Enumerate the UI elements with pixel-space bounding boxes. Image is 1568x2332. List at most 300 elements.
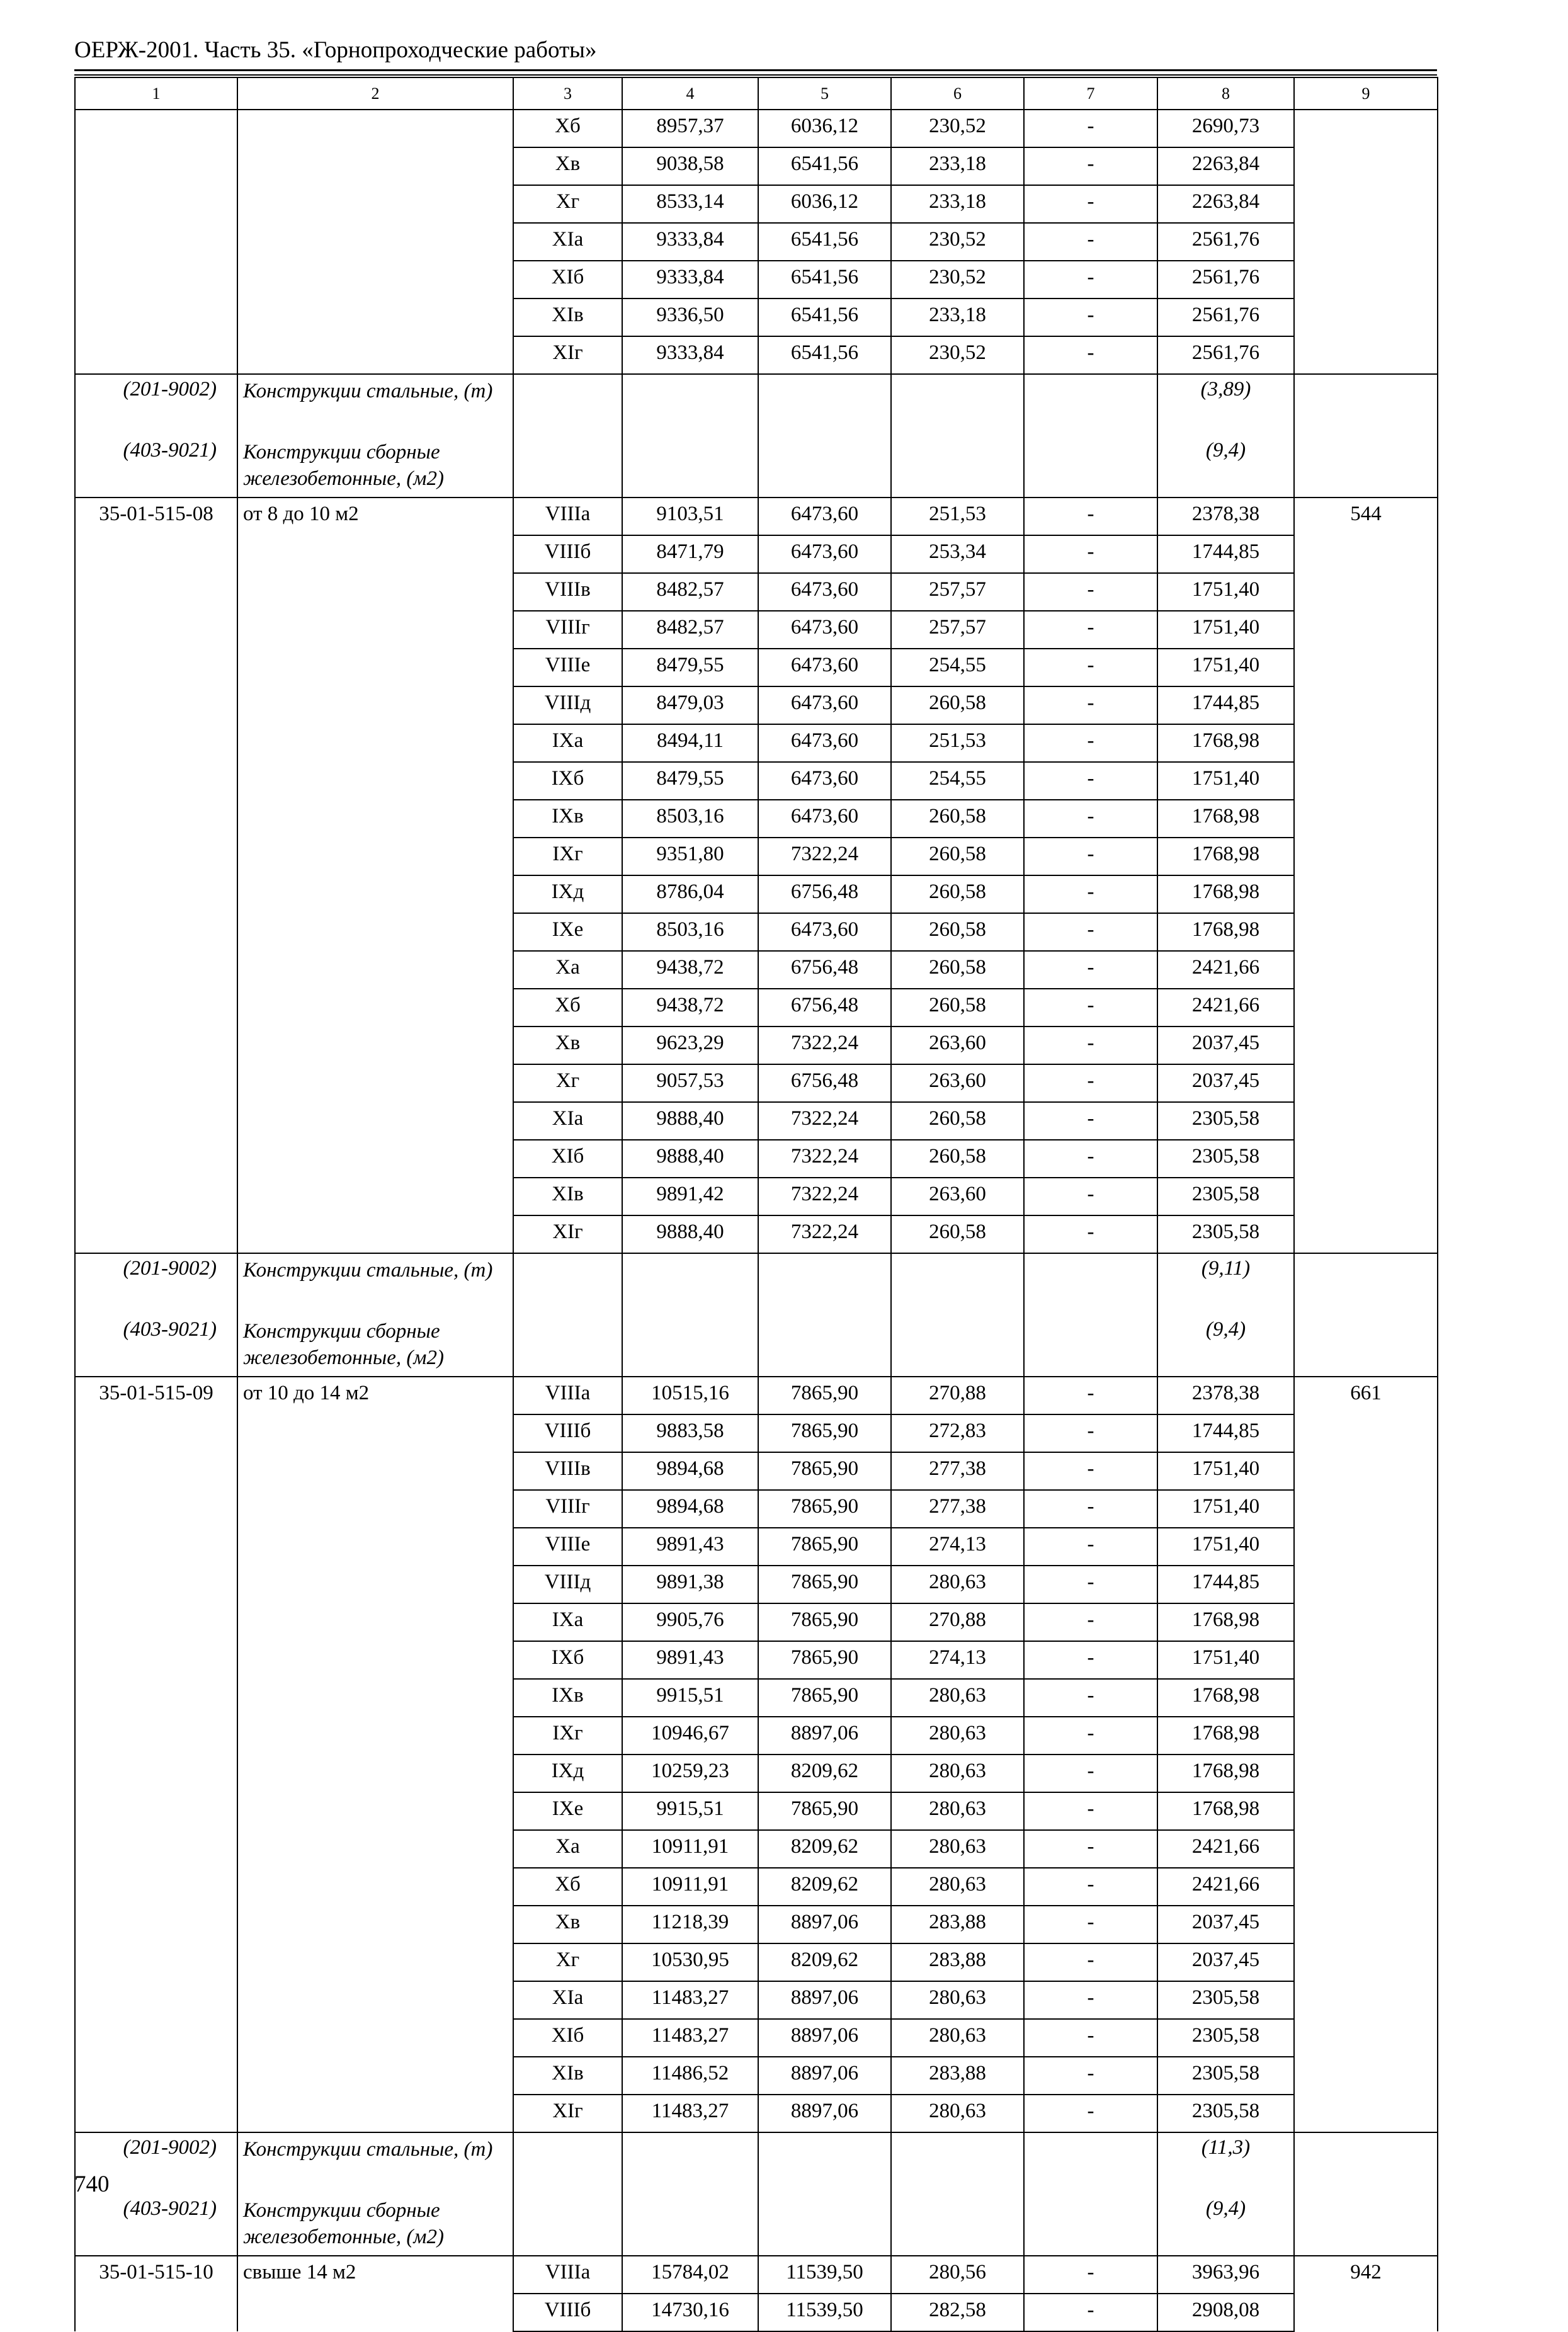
value-cell-col4: 8482,57 xyxy=(622,573,758,611)
value-cell-col7: - xyxy=(1024,336,1157,374)
table-row xyxy=(75,1566,1438,1603)
resource-code-cell: (201-9002) xyxy=(75,2132,237,2194)
description-cell xyxy=(237,611,513,649)
description-cell xyxy=(237,185,513,223)
value-cell-col6: 272,83 xyxy=(891,1414,1024,1452)
resource-name-cell: Конструкции сборные железобетонные, (м2) xyxy=(237,436,513,498)
value-cell-col3: XIб xyxy=(513,261,622,299)
column-number-cell: 7 xyxy=(1024,77,1157,110)
value-cell-col4: 10515,16 xyxy=(622,1377,758,1414)
col9-cell xyxy=(1294,1603,1438,1641)
value-cell-col8: 3963,96 xyxy=(1157,2256,1294,2294)
description-cell xyxy=(237,1868,513,1906)
value-cell-col5: 7865,90 xyxy=(758,1679,891,1717)
value-cell-col5: 7865,90 xyxy=(758,1566,891,1603)
value-cell-col7: - xyxy=(1024,951,1157,989)
value-cell-col8: 1768,98 xyxy=(1157,724,1294,762)
value-cell-col7: - xyxy=(1024,838,1157,875)
empty-cell xyxy=(891,1253,1024,1315)
value-cell-col3: Xг xyxy=(513,1064,622,1102)
value-cell-col4: 9894,68 xyxy=(622,1490,758,1528)
value-cell-col4: 8533,14 xyxy=(622,185,758,223)
resource-name-cell: Конструкции стальные, (т) xyxy=(237,374,513,436)
value-cell-col5: 6473,60 xyxy=(758,611,891,649)
value-cell-col7: - xyxy=(1024,2057,1157,2095)
col9-cell xyxy=(1294,1906,1438,1943)
col9-cell xyxy=(1294,1102,1438,1140)
description-cell xyxy=(237,299,513,336)
table-row xyxy=(75,611,1438,649)
value-cell-col5: 6756,48 xyxy=(758,951,891,989)
col9-cell xyxy=(1294,649,1438,686)
value-cell-col6: 254,55 xyxy=(891,762,1024,800)
description-cell xyxy=(237,1027,513,1064)
value-cell-col5: 6756,48 xyxy=(758,1064,891,1102)
value-cell-col6: 253,34 xyxy=(891,535,1024,573)
value-cell-col6: 251,53 xyxy=(891,498,1024,535)
value-cell-col5: 6473,60 xyxy=(758,800,891,838)
value-cell-col5: 8209,62 xyxy=(758,1755,891,1792)
table-row xyxy=(75,1140,1438,1178)
code-cell xyxy=(75,299,237,336)
table-row xyxy=(75,1215,1438,1253)
col9-cell xyxy=(1294,1452,1438,1490)
column-number-cell: 3 xyxy=(513,77,622,110)
value-cell-col5: 6036,12 xyxy=(758,185,891,223)
code-cell: 35-01-515-08 xyxy=(75,498,237,535)
description-cell: от 8 до 10 м2 xyxy=(237,498,513,535)
value-cell-col5: 7865,90 xyxy=(758,1452,891,1490)
value-cell-col5: 7865,90 xyxy=(758,1377,891,1414)
value-cell-col4: 9891,43 xyxy=(622,1641,758,1679)
value-cell-col7: - xyxy=(1024,1452,1157,1490)
table-row xyxy=(75,1490,1438,1528)
col9-cell xyxy=(1294,951,1438,989)
empty-cell xyxy=(622,2132,758,2194)
code-cell xyxy=(75,1490,237,1528)
value-cell-col7: - xyxy=(1024,2256,1157,2294)
description-cell xyxy=(237,838,513,875)
description-cell xyxy=(237,261,513,299)
col9-cell xyxy=(1294,838,1438,875)
value-cell-col6: 283,88 xyxy=(891,1943,1024,1981)
col9-cell xyxy=(1294,147,1438,185)
value-cell-col3: Xв xyxy=(513,147,622,185)
table-row xyxy=(75,261,1438,299)
value-cell-col7: - xyxy=(1024,800,1157,838)
description-cell xyxy=(237,800,513,838)
description-cell xyxy=(237,2019,513,2057)
value-cell-col8: 1751,40 xyxy=(1157,1490,1294,1528)
value-cell-col3: IXa xyxy=(513,724,622,762)
empty-cell xyxy=(891,1315,1024,1377)
empty-cell xyxy=(513,1253,622,1315)
value-cell-col3: IXe xyxy=(513,1792,622,1830)
code-cell xyxy=(75,1981,237,2019)
value-cell-col7: - xyxy=(1024,649,1157,686)
table-row xyxy=(75,2256,1438,2294)
value-cell-col5: 8209,62 xyxy=(758,1868,891,1906)
table-row xyxy=(75,299,1438,336)
value-cell-col8: 2690,73 xyxy=(1157,110,1294,147)
value-cell-col3: VIIIe xyxy=(513,1528,622,1566)
resource-name-cell: Конструкции стальные, (т) xyxy=(237,2132,513,2194)
column-number-cell: 8 xyxy=(1157,77,1294,110)
code-cell xyxy=(75,261,237,299)
resource-value-cell: (9,4) xyxy=(1157,436,1294,498)
value-cell-col8: 1768,98 xyxy=(1157,1603,1294,1641)
code-cell xyxy=(75,611,237,649)
value-cell-col8: 2421,66 xyxy=(1157,1868,1294,1906)
value-cell-col4: 11483,27 xyxy=(622,2095,758,2132)
value-cell-col7: - xyxy=(1024,223,1157,261)
value-cell-col7: - xyxy=(1024,1566,1157,1603)
resource-row xyxy=(75,1253,1438,1315)
table-row xyxy=(75,223,1438,261)
description-cell xyxy=(237,1603,513,1641)
table-row xyxy=(75,1641,1438,1679)
value-cell-col3: XIг xyxy=(513,336,622,374)
resource-code-cell: (201-9002) xyxy=(75,374,237,436)
value-cell-col4: 8957,37 xyxy=(622,110,758,147)
col9-cell xyxy=(1294,535,1438,573)
code-cell xyxy=(75,1414,237,1452)
value-cell-col4: 9103,51 xyxy=(622,498,758,535)
empty-cell xyxy=(1294,436,1438,498)
table-row xyxy=(75,724,1438,762)
page-number: 740 xyxy=(74,2171,110,2197)
column-number-cell: 9 xyxy=(1294,77,1438,110)
value-cell-col8: 2305,58 xyxy=(1157,1981,1294,2019)
value-cell-col6: 280,63 xyxy=(891,1566,1024,1603)
value-cell-col8: 1768,98 xyxy=(1157,1755,1294,1792)
value-cell-col7: - xyxy=(1024,1528,1157,1566)
value-cell-col6: 263,60 xyxy=(891,1178,1024,1215)
table-row xyxy=(75,1868,1438,1906)
value-cell-col7: - xyxy=(1024,2294,1157,2331)
value-cell-col5: 6473,60 xyxy=(758,498,891,535)
code-cell xyxy=(75,838,237,875)
table-row xyxy=(75,1027,1438,1064)
value-cell-col5: 6541,56 xyxy=(758,261,891,299)
col9-cell: 942 xyxy=(1294,2256,1438,2294)
value-cell-col8: 1751,40 xyxy=(1157,1528,1294,1566)
table-row xyxy=(75,2095,1438,2132)
col9-cell xyxy=(1294,1679,1438,1717)
table-row xyxy=(75,1943,1438,1981)
empty-cell xyxy=(1024,436,1157,498)
value-cell-col8: 2037,45 xyxy=(1157,1027,1294,1064)
value-cell-col6: 283,88 xyxy=(891,2057,1024,2095)
empty-cell xyxy=(513,2132,622,2194)
value-cell-col7: - xyxy=(1024,611,1157,649)
value-cell-col4: 8479,55 xyxy=(622,762,758,800)
value-cell-col4: 9883,58 xyxy=(622,1414,758,1452)
table-row xyxy=(75,1679,1438,1717)
table-row xyxy=(75,1755,1438,1792)
value-cell-col3: XIa xyxy=(513,1102,622,1140)
value-cell-col8: 2421,66 xyxy=(1157,989,1294,1027)
value-cell-col8: 1751,40 xyxy=(1157,649,1294,686)
value-cell-col4: 9336,50 xyxy=(622,299,758,336)
resource-row xyxy=(75,436,1438,498)
value-cell-col4: 9438,72 xyxy=(622,989,758,1027)
value-cell-col5: 6541,56 xyxy=(758,147,891,185)
table-row xyxy=(75,1792,1438,1830)
value-cell-col4: 11218,39 xyxy=(622,1906,758,1943)
value-cell-col3: Xб xyxy=(513,1868,622,1906)
value-cell-col7: - xyxy=(1024,686,1157,724)
value-cell-col6: 260,58 xyxy=(891,913,1024,951)
value-cell-col3: IXб xyxy=(513,1641,622,1679)
value-cell-col3: IXд xyxy=(513,1755,622,1792)
value-cell-col8: 1744,85 xyxy=(1157,1566,1294,1603)
code-cell xyxy=(75,951,237,989)
description-cell: от 10 до 14 м2 xyxy=(237,1377,513,1414)
value-cell-col8: 2037,45 xyxy=(1157,1906,1294,1943)
value-cell-col5: 11539,50 xyxy=(758,2294,891,2331)
table-row xyxy=(75,1452,1438,1490)
table-row xyxy=(75,1830,1438,1868)
value-cell-col6: 282,58 xyxy=(891,2294,1024,2331)
value-cell-col4: 9891,43 xyxy=(622,1528,758,1566)
code-cell xyxy=(75,1064,237,1102)
value-cell-col3: XIa xyxy=(513,1981,622,2019)
code-cell xyxy=(75,1102,237,1140)
value-cell-col4: 9333,84 xyxy=(622,336,758,374)
value-cell-col7: - xyxy=(1024,2019,1157,2057)
resource-row xyxy=(75,374,1438,436)
value-cell-col4: 9888,40 xyxy=(622,1102,758,1140)
col9-cell xyxy=(1294,1755,1438,1792)
value-cell-col5: 8897,06 xyxy=(758,2057,891,2095)
value-cell-col8: 1751,40 xyxy=(1157,573,1294,611)
description-cell xyxy=(237,1792,513,1830)
value-cell-col3: XIг xyxy=(513,1215,622,1253)
value-cell-col3: VIIIд xyxy=(513,1566,622,1603)
value-cell-col3: VIIIe xyxy=(513,649,622,686)
code-cell xyxy=(75,147,237,185)
value-cell-col6: 280,63 xyxy=(891,1981,1024,2019)
header-rule xyxy=(74,69,1437,71)
col9-cell xyxy=(1294,1641,1438,1679)
empty-cell xyxy=(513,374,622,436)
column-number-cell: 2 xyxy=(237,77,513,110)
value-cell-col5: 6541,56 xyxy=(758,336,891,374)
value-cell-col7: - xyxy=(1024,1102,1157,1140)
value-cell-col7: - xyxy=(1024,762,1157,800)
value-cell-col7: - xyxy=(1024,724,1157,762)
value-cell-col5: 7322,24 xyxy=(758,1178,891,1215)
value-cell-col8: 1744,85 xyxy=(1157,1414,1294,1452)
code-cell xyxy=(75,336,237,374)
value-cell-col8: 2263,84 xyxy=(1157,185,1294,223)
empty-cell xyxy=(758,1253,891,1315)
value-cell-col5: 6473,60 xyxy=(758,762,891,800)
col9-cell xyxy=(1294,1528,1438,1566)
value-cell-col4: 11483,27 xyxy=(622,2019,758,2057)
code-cell xyxy=(75,535,237,573)
value-cell-col6: 277,38 xyxy=(891,1490,1024,1528)
code-cell: 35-01-515-09 xyxy=(75,1377,237,1414)
empty-cell xyxy=(513,436,622,498)
value-cell-col7: - xyxy=(1024,2095,1157,2132)
empty-cell xyxy=(758,2194,891,2256)
col9-cell xyxy=(1294,2057,1438,2095)
value-cell-col7: - xyxy=(1024,1943,1157,1981)
empty-cell xyxy=(622,436,758,498)
value-cell-col3: IXe xyxy=(513,913,622,951)
table-row xyxy=(75,989,1438,1027)
col9-cell xyxy=(1294,989,1438,1027)
value-cell-col7: - xyxy=(1024,1868,1157,1906)
col9-cell xyxy=(1294,1215,1438,1253)
value-cell-col7: - xyxy=(1024,185,1157,223)
value-cell-col8: 2037,45 xyxy=(1157,1064,1294,1102)
code-cell xyxy=(75,724,237,762)
col9-cell xyxy=(1294,1064,1438,1102)
value-cell-col5: 7322,24 xyxy=(758,1027,891,1064)
table-row xyxy=(75,1064,1438,1102)
value-cell-col8: 1768,98 xyxy=(1157,800,1294,838)
value-cell-col3: VIIIв xyxy=(513,1452,622,1490)
value-cell-col4: 8479,55 xyxy=(622,649,758,686)
table-row xyxy=(75,2019,1438,2057)
empty-cell xyxy=(1294,2132,1438,2194)
value-cell-col7: - xyxy=(1024,1641,1157,1679)
empty-cell xyxy=(891,374,1024,436)
value-cell-col5: 6036,12 xyxy=(758,110,891,147)
empty-cell xyxy=(758,2132,891,2194)
code-cell xyxy=(75,1868,237,1906)
value-cell-col6: 260,58 xyxy=(891,800,1024,838)
value-cell-col7: - xyxy=(1024,1717,1157,1755)
value-cell-col7: - xyxy=(1024,147,1157,185)
description-cell xyxy=(237,1064,513,1102)
col9-cell xyxy=(1294,336,1438,374)
table-row xyxy=(75,2057,1438,2095)
description-cell xyxy=(237,2294,513,2331)
table-row xyxy=(75,686,1438,724)
value-cell-col4: 14730,16 xyxy=(622,2294,758,2331)
rates-table xyxy=(74,77,1438,2332)
table-row xyxy=(75,498,1438,535)
value-cell-col8: 1744,85 xyxy=(1157,535,1294,573)
col9-cell xyxy=(1294,1868,1438,1906)
value-cell-col6: 230,52 xyxy=(891,261,1024,299)
col9-cell xyxy=(1294,2095,1438,2132)
col9-cell xyxy=(1294,299,1438,336)
empty-cell xyxy=(622,1315,758,1377)
code-cell xyxy=(75,1215,237,1253)
column-number-cell: 6 xyxy=(891,77,1024,110)
table-row xyxy=(75,838,1438,875)
value-cell-col5: 6473,60 xyxy=(758,686,891,724)
code-cell xyxy=(75,573,237,611)
value-cell-col5: 11539,50 xyxy=(758,2256,891,2294)
description-cell xyxy=(237,1178,513,1215)
empty-cell xyxy=(758,374,891,436)
value-cell-col4: 9905,76 xyxy=(622,1603,758,1641)
value-cell-col5: 6541,56 xyxy=(758,299,891,336)
description-cell xyxy=(237,913,513,951)
value-cell-col6: 260,58 xyxy=(891,686,1024,724)
value-cell-col7: - xyxy=(1024,261,1157,299)
description-cell xyxy=(237,1755,513,1792)
value-cell-col5: 6473,60 xyxy=(758,535,891,573)
value-cell-col6: 280,63 xyxy=(891,1868,1024,1906)
value-cell-col4: 8482,57 xyxy=(622,611,758,649)
col9-cell xyxy=(1294,261,1438,299)
value-cell-col3: XIг xyxy=(513,2095,622,2132)
value-cell-col6: 280,63 xyxy=(891,2095,1024,2132)
value-cell-col8: 2908,08 xyxy=(1157,2294,1294,2331)
description-cell xyxy=(237,1215,513,1253)
value-cell-col5: 7865,90 xyxy=(758,1490,891,1528)
code-cell xyxy=(75,989,237,1027)
table-row xyxy=(75,1178,1438,1215)
code-cell xyxy=(75,1830,237,1868)
code-cell xyxy=(75,762,237,800)
value-cell-col3: IXв xyxy=(513,800,622,838)
code-cell xyxy=(75,2057,237,2095)
col9-cell xyxy=(1294,573,1438,611)
value-cell-col3: IXб xyxy=(513,762,622,800)
code-cell xyxy=(75,185,237,223)
description-cell xyxy=(237,2057,513,2095)
value-cell-col6: 233,18 xyxy=(891,185,1024,223)
value-cell-col4: 15784,02 xyxy=(622,2256,758,2294)
code-cell xyxy=(75,800,237,838)
value-cell-col6: 230,52 xyxy=(891,110,1024,147)
code-cell xyxy=(75,223,237,261)
description-cell xyxy=(237,1906,513,1943)
value-cell-col5: 7865,90 xyxy=(758,1528,891,1566)
value-cell-col8: 2305,58 xyxy=(1157,1140,1294,1178)
value-cell-col8: 1751,40 xyxy=(1157,762,1294,800)
code-cell xyxy=(75,1755,237,1792)
value-cell-col7: - xyxy=(1024,535,1157,573)
value-cell-col7: - xyxy=(1024,875,1157,913)
resource-name-cell: Конструкции сборные железобетонные, (м2) xyxy=(237,1315,513,1377)
description-cell xyxy=(237,649,513,686)
resource-row xyxy=(75,2132,1438,2194)
column-number-cell: 4 xyxy=(622,77,758,110)
value-cell-col4: 8786,04 xyxy=(622,875,758,913)
value-cell-col5: 6756,48 xyxy=(758,875,891,913)
value-cell-col5: 6473,60 xyxy=(758,573,891,611)
code-cell xyxy=(75,1943,237,1981)
value-cell-col3: VIIIa xyxy=(513,2256,622,2294)
col9-cell xyxy=(1294,762,1438,800)
value-cell-col6: 233,18 xyxy=(891,147,1024,185)
col9-cell xyxy=(1294,686,1438,724)
code-cell xyxy=(75,1603,237,1641)
value-cell-col8: 2305,58 xyxy=(1157,2019,1294,2057)
value-cell-col3: VIIIб xyxy=(513,535,622,573)
value-cell-col6: 260,58 xyxy=(891,875,1024,913)
value-cell-col8: 1744,85 xyxy=(1157,686,1294,724)
value-cell-col8: 2561,76 xyxy=(1157,336,1294,374)
empty-cell xyxy=(622,374,758,436)
empty-cell xyxy=(513,1315,622,1377)
value-cell-col4: 9057,53 xyxy=(622,1064,758,1102)
code-cell xyxy=(75,913,237,951)
value-cell-col6: 280,63 xyxy=(891,1755,1024,1792)
table-row xyxy=(75,1603,1438,1641)
page-header: ОЕРЖ-2001. Часть 35. «Горнопроходческие работы» xyxy=(74,37,597,63)
table-row xyxy=(75,1414,1438,1452)
